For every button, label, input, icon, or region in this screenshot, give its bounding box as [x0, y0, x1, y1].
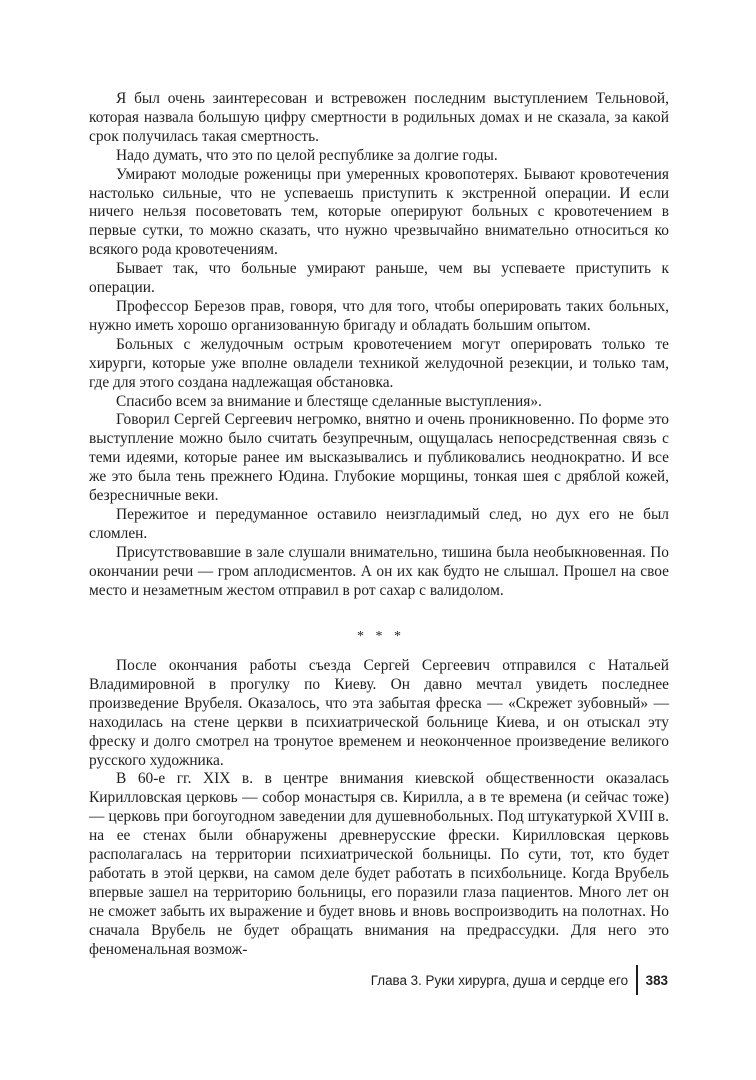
- paragraph: Говорил Сергей Сергеевич негромко, внятно и очень проникновенно. По форме это выступление можно было считать безупречным, ощущалась непосредственная связь с теми идеями, которые ранее им высказывались и публиковались неоднократно. И все же это была тень прежнего Юдина. Глубокие морщины, тонкая шея с дряблой кожей, безресничные веки.: [89, 411, 669, 505]
- paragraph: Пережитое и передуманное оставило неизгладимый след, но дух его не был сломлен.: [89, 505, 669, 542]
- footer-divider: [636, 965, 638, 995]
- paragraph: Присутствовавшие в зале слушали внимательно, тишина была необыкновенная. По окончании речи — гром аплодисментов. А он их как будто не слышал. Прошел на свое место и незаметным жестом отправил в рот сахар с валидолом.: [89, 543, 669, 599]
- text-section-2: [89, 657, 669, 960]
- paragraph: Больных с желудочным острым кровотечением могут оперировать только те хирурги, которые уже вполне овладели техникой желудочной резекции, и только там, где для этого создана надлежащая обстановка.: [89, 335, 669, 391]
- paragraph: Профессор Березов прав, говоря, что для того, чтобы оперировать таких больных, нужно иметь хорошо организованную бригаду и обладать большим опытом.: [89, 297, 669, 334]
- running-head: Глава 3. Руки хирурга, душа и сердце его: [370, 972, 629, 988]
- section-separator: * * *: [357, 629, 405, 644]
- paragraph: Надо думать, что это по целой республике за долгие годы.: [116, 146, 498, 164]
- page-footer: [371, 969, 668, 991]
- paragraph: Бывает так, что больные умирают раньше, чем вы успеваете приступить к операции.: [89, 260, 669, 297]
- paragraph: В 60-е гг. XIX в. в центре внимания киевской общественности оказалась Кирилловская церковь — собор монастыря св. Кирилла, а в те времена (и сейчас тоже) — церковь при богоугодном заведении для душевнобольных. Под штукатуркой XVIII в. на ее стенах были обнаружены древнерусские фрески. Кирилловская церковь располагалась на территории психиатрической больницы. По сути, тот, кто будет работать в этой церкви, на самом деле будет работать в психбольнице. Когда Врубель впервые зашел на территорию больницы, его поразили глаза пациентов. Много лет он не сможет забыть их выражение и будет вновь и вновь воспроизводить на полотнах. Но сначала Врубель не будет обращать внимания на предрассудки. Для него это феноменальная возмож-: [89, 770, 669, 958]
- paragraph: Я был очень заинтересован и встревожен последним выступлением Тельновой, которая назвала большую цифру смертности в родильных домах и не сказала, за какой срок получилась такая смертность.: [89, 90, 669, 145]
- text-section-1: [89, 90, 669, 600]
- paragraph: Умирают молодые роженицы при умеренных кровопотерях. Бывают кровотечения настолько сильные, что не успеваешь приступить к экстренной операции. И если ничего нельзя посоветовать тем, которые оперируют больных с кровотечением в первые сутки, то можно сказать, что нужно чрезвычайно внимательно относиться ко всякого рода кровотечениям.: [89, 165, 669, 259]
- page-number: 383: [645, 972, 668, 988]
- paragraph: После окончания работы съезда Сергей Сергеевич отправился с Натальей Владимировной в прогулку по Киеву. Он давно мечтал увидеть последнее произведение Врубеля. Оказалось, что эта забытая фреска — «Скрежет зубовный» — находилась на стене церкви в психиатрической больнице Киева, и он отыскал эту фреску и долго смотрел на тронутое временем и неоконченное произведение великого русского художника.: [89, 657, 669, 769]
- paragraph: Спасибо всем за внимание и блестяще сделанные выступления».: [116, 392, 542, 410]
